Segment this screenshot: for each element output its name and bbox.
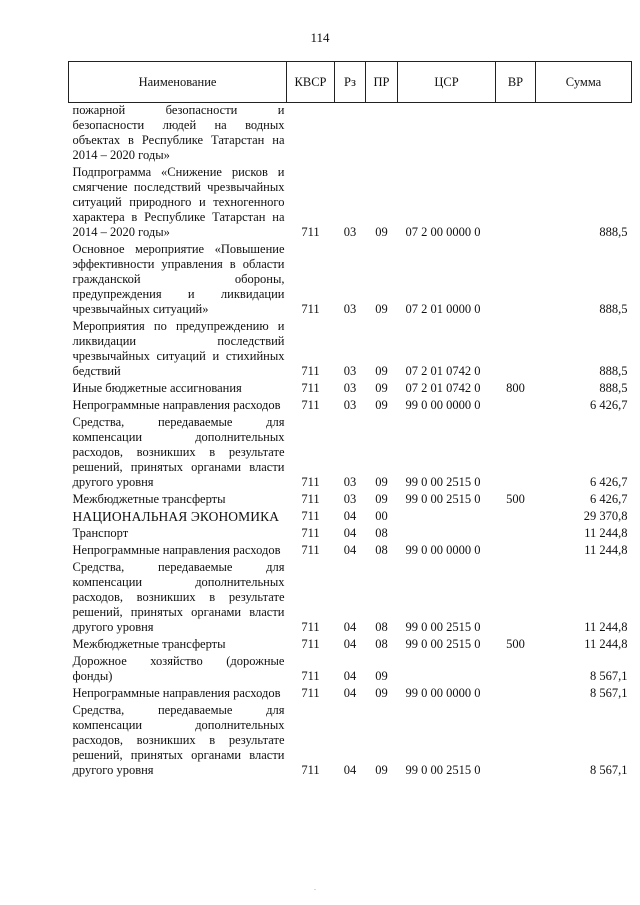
table-row	[69, 524, 632, 541]
table-row	[69, 684, 632, 701]
cell-kvsr: 711	[301, 509, 320, 523]
cell-pr: 08	[375, 543, 388, 557]
cell-pr: 09	[375, 225, 388, 239]
cell-pr: 09	[375, 492, 388, 506]
cell-sum: 888,5	[599, 364, 628, 378]
cell-pr: 08	[375, 637, 388, 651]
cell-vr	[496, 413, 536, 490]
cell-csr	[398, 103, 496, 164]
cell-sum: 8 567,1	[590, 763, 628, 777]
cell-csr: 99 0 00 0000 0	[405, 686, 481, 700]
header-sum: Сумма	[536, 62, 632, 103]
cell-rz	[335, 103, 366, 164]
cell-vr	[496, 396, 536, 413]
cell-sum	[536, 103, 632, 164]
cell-sum: 11 244,8	[584, 620, 628, 634]
cell-pr: 09	[375, 686, 388, 700]
table-row	[69, 163, 632, 240]
table-row	[69, 652, 632, 684]
cell-csr: 99 0 00 0000 0	[405, 398, 481, 412]
header-rz: Рз	[335, 62, 366, 103]
cell-csr	[398, 507, 496, 524]
cell-sum: 888,5	[599, 302, 628, 316]
cell-name: Непрограммные направления расходов	[72, 686, 281, 700]
cell-vr	[496, 558, 536, 635]
cell-vr	[496, 684, 536, 701]
cell-kvsr: 711	[301, 637, 320, 651]
cell-sum: 11 244,8	[584, 543, 628, 557]
cell-vr: 500	[506, 492, 525, 506]
table-row	[69, 396, 632, 413]
cell-sum: 11 244,8	[584, 526, 628, 540]
cell-name: Основное мероприятие «Повышение эффективности управления в области гражданской обороны, предупреждения и ликвидации чрезвычайных ситуаций»	[72, 242, 285, 316]
cell-vr	[496, 524, 536, 541]
cell-rz: 04	[343, 637, 357, 651]
cell-csr: 07 2 01 0000 0	[405, 302, 481, 316]
table-row	[69, 541, 632, 558]
cell-sum: 6 426,7	[590, 398, 628, 412]
cell-vr	[496, 541, 536, 558]
cell-sum: 8 567,1	[590, 686, 628, 700]
cell-name: Непрограммные направления расходов	[72, 543, 281, 557]
cell-pr: 09	[375, 398, 388, 412]
cell-rz: 04	[343, 620, 357, 634]
cell-csr: 07 2 01 0742 0	[405, 364, 481, 378]
cell-sum: 888,5	[599, 225, 628, 239]
cell-rz: 04	[343, 509, 357, 523]
cell-name: Средства, передаваемые для компенсации дополнительных расходов, возникших в результате решений, принятых органами власти другого уровня	[72, 415, 285, 489]
table-body	[69, 103, 632, 779]
table-row	[69, 558, 632, 635]
cell-kvsr: 711	[301, 302, 320, 316]
cell-vr	[496, 103, 536, 164]
cell-pr: 09	[375, 475, 388, 489]
cell-sum: 8 567,1	[590, 669, 628, 683]
cell-kvsr	[287, 103, 335, 164]
cell-csr	[398, 652, 496, 684]
cell-kvsr: 711	[301, 492, 320, 506]
cell-kvsr: 711	[301, 381, 320, 395]
cell-name: Иные бюджетные ассигнования	[72, 381, 242, 395]
cell-rz: 03	[343, 475, 357, 489]
cell-vr	[496, 317, 536, 379]
cell-csr: 07 2 01 0742 0	[405, 381, 481, 395]
cell-pr: 09	[375, 669, 388, 683]
table-row	[69, 103, 632, 164]
cell-name: Средства, передаваемые для компенсации дополнительных расходов, возникших в результате решений, принятых органами власти другого уровня	[72, 560, 285, 634]
cell-vr: 800	[506, 381, 525, 395]
header-pr: ПР	[366, 62, 398, 103]
cell-rz: 03	[343, 381, 357, 395]
cell-kvsr: 711	[301, 398, 320, 412]
cell-name: Подпрограмма «Снижение рисков и смягчение последствий чрезвычайных ситуаций природного и техногенного характера в Республике Татарстан на 2014 – 2020 годы»	[72, 165, 285, 239]
cell-vr: 500	[506, 637, 525, 651]
cell-pr: 09	[375, 763, 388, 777]
cell-pr: 09	[375, 364, 388, 378]
cell-sum: 888,5	[599, 381, 628, 395]
cell-vr	[496, 507, 536, 524]
table-row	[69, 490, 632, 507]
cell-kvsr: 711	[301, 364, 320, 378]
cell-rz: 04	[343, 763, 357, 777]
cell-csr: 99 0 00 2515 0	[405, 637, 481, 651]
cell-kvsr: 711	[301, 475, 320, 489]
cell-vr	[496, 240, 536, 317]
cell-csr: 99 0 00 2515 0	[405, 620, 481, 634]
cell-sum: 29 370,8	[583, 509, 628, 523]
header-csr: ЦСР	[398, 62, 496, 103]
cell-kvsr: 711	[301, 686, 320, 700]
cell-name: Межбюджетные трансферты	[72, 492, 226, 506]
cell-pr: 09	[375, 302, 388, 316]
cell-name: Непрограммные направления расходов	[72, 398, 281, 412]
table-row	[69, 507, 632, 524]
cell-vr	[496, 163, 536, 240]
header-vr: ВР	[496, 62, 536, 103]
cell-kvsr: 711	[301, 669, 320, 683]
cell-kvsr: 711	[301, 225, 320, 239]
table-header	[69, 62, 632, 103]
cell-rz: 04	[343, 526, 357, 540]
cell-sum: 11 244,8	[584, 637, 628, 651]
cell-rz: 03	[343, 364, 357, 378]
budget-table	[68, 61, 632, 778]
table-row	[69, 635, 632, 652]
cell-pr: 08	[375, 526, 388, 540]
footer-mark: .	[314, 883, 316, 892]
cell-sum: 6 426,7	[590, 475, 628, 489]
cell-pr	[366, 103, 398, 164]
table-row	[69, 317, 632, 379]
table-row	[69, 379, 632, 396]
cell-rz: 04	[343, 669, 357, 683]
cell-kvsr: 711	[301, 526, 320, 540]
cell-kvsr: 711	[301, 763, 320, 777]
cell-csr: 99 0 00 2515 0	[405, 492, 481, 506]
table-row	[69, 413, 632, 490]
page-number: 114	[310, 30, 330, 45]
cell-vr	[496, 652, 536, 684]
cell-csr: 07 2 00 0000 0	[405, 225, 481, 239]
cell-name: Транспорт	[72, 526, 129, 540]
cell-csr: 99 0 00 2515 0	[405, 763, 481, 777]
cell-csr	[398, 524, 496, 541]
cell-name: НАЦИОНАЛЬНАЯ ЭКОНОМИКА	[72, 509, 280, 524]
cell-rz: 03	[343, 492, 357, 506]
cell-vr	[496, 701, 536, 778]
table-row	[69, 240, 632, 317]
header-kvsr: КВСР	[287, 62, 335, 103]
cell-rz: 04	[343, 686, 357, 700]
cell-name: Дорожное хозяйство (дорожные фонды)	[72, 654, 285, 683]
cell-name: Средства, передаваемые для компенсации дополнительных расходов, возникших в результате решений, принятых органами власти другого уровня	[72, 703, 285, 777]
cell-rz: 03	[343, 302, 357, 316]
cell-rz: 03	[343, 225, 357, 239]
cell-rz: 03	[343, 398, 357, 412]
cell-rz: 04	[343, 543, 357, 557]
cell-csr: 99 0 00 2515 0	[405, 475, 481, 489]
cell-kvsr: 711	[301, 620, 320, 634]
cell-pr: 09	[375, 381, 388, 395]
header-row	[69, 62, 632, 103]
cell-name: Мероприятия по предупреждению и ликвидации последствий чрезвычайных ситуаций и стихийных бедствий	[72, 319, 285, 378]
cell-pr: 08	[375, 620, 388, 634]
cell-csr: 99 0 00 0000 0	[405, 543, 481, 557]
cell-name: Межбюджетные трансферты	[72, 637, 226, 651]
cell-name: пожарной безопасности и безопасности людей на водных объектах в Республике Татарстан на 2014 – 2020 годы»	[72, 103, 285, 162]
cell-kvsr: 711	[301, 543, 320, 557]
cell-pr: 00	[375, 509, 388, 523]
table-row	[69, 701, 632, 778]
cell-sum: 6 426,7	[590, 492, 628, 506]
header-name: Наименование	[69, 62, 287, 103]
